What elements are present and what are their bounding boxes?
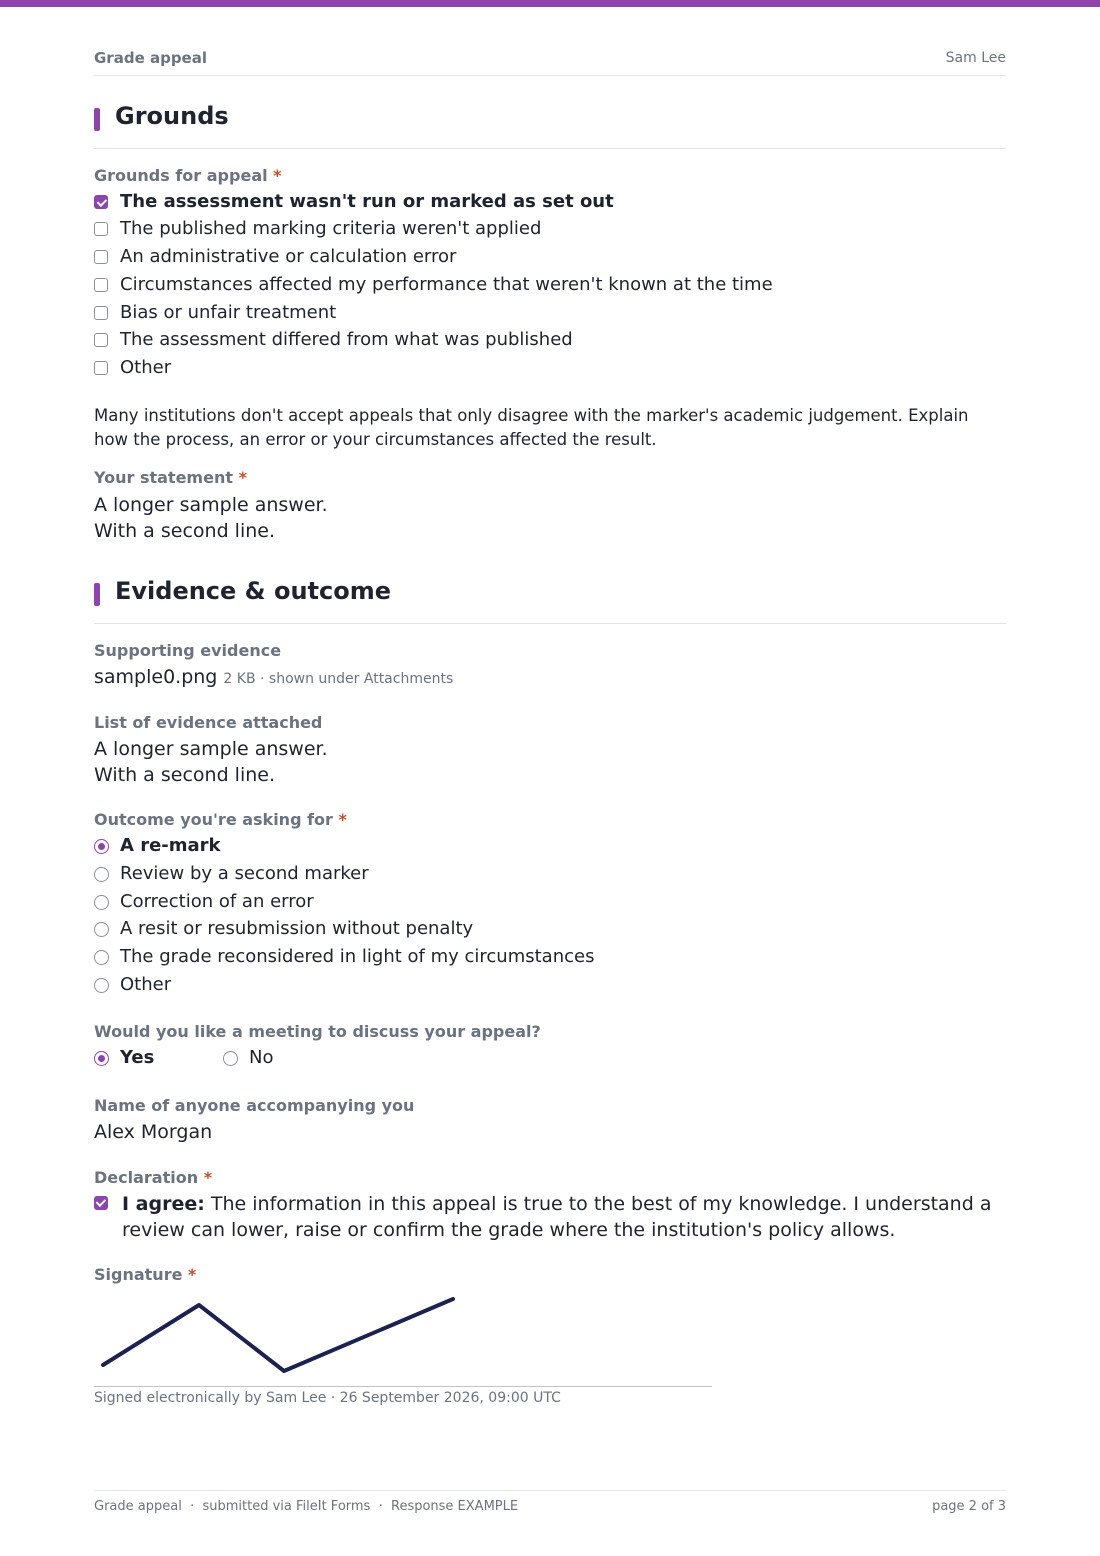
checkbox-icon[interactable] [94, 306, 108, 320]
required-marker: * [203, 1168, 213, 1187]
file-name[interactable]: sample0.png [94, 666, 218, 688]
checkbox-icon[interactable] [94, 278, 108, 292]
option-label: The assessment wasn't run or marked as set out [120, 191, 614, 212]
checkbox-icon[interactable] [94, 333, 108, 347]
page-number: page 2 of 3 [932, 1499, 1006, 1514]
option-label: The grade reconsidered in light of my circumstances [120, 946, 595, 967]
option-label: Correction of an error [120, 891, 314, 912]
declaration-body: The information in this appeal is true to the best of my knowledge. I understand a review can lower, raise or confirm the grade where the institution's policy allows. [122, 1193, 992, 1241]
page-footer [94, 1490, 1006, 1514]
section-accent-bar [94, 108, 100, 131]
section-accent-bar [94, 583, 100, 606]
checkbox-icon[interactable] [94, 222, 108, 236]
declaration-label: Declaration * [94, 1168, 213, 1187]
outcome-label: Outcome you're asking for * [94, 810, 347, 829]
option-label: An administrative or calculation error [120, 246, 457, 267]
accent-top-bar [0, 0, 1100, 7]
companion-label: Name of anyone accompanying you [94, 1096, 415, 1115]
required-marker: * [338, 810, 347, 829]
evidence-list-answer: A longer sample answer. With a second line. [94, 738, 328, 786]
signature-pad [94, 1292, 712, 1387]
signature-image [94, 1292, 712, 1386]
file-meta: 2 KB · shown under Attachments [223, 671, 454, 687]
running-header [94, 48, 1006, 76]
checkbox-checked-icon[interactable] [94, 195, 108, 209]
signature-caption: Signed electronically by Sam Lee · 26 September 2026, 09:00 UTC [94, 1390, 561, 1406]
option-label: The published marking criteria weren't applied [120, 218, 542, 239]
companion-answer: Alex Morgan [94, 1121, 213, 1143]
radio-icon[interactable] [94, 922, 109, 937]
option-label: No [249, 1047, 274, 1068]
checkbox-icon[interactable] [94, 361, 108, 375]
option-label: Other [120, 357, 172, 378]
radio-icon[interactable] [94, 950, 109, 965]
section-heading-evidence [94, 577, 1006, 624]
option-label: Review by a second marker [120, 863, 369, 884]
section-title: Evidence & outcome [115, 577, 391, 605]
option-label: Yes [120, 1047, 155, 1068]
footer-info: Grade appeal · submitted via FileIt Forms · Response EXAMPLE [94, 1499, 519, 1514]
grounds-label: Grounds for appeal * [94, 166, 282, 185]
declaration-text [122, 1191, 1006, 1243]
option-label: Bias or unfair treatment [120, 302, 337, 323]
option-label: The assessment differed from what was published [120, 329, 573, 350]
meeting-label: Would you like a meeting to discuss your appeal? [94, 1022, 541, 1041]
statement-label: Your statement * [94, 468, 247, 487]
option-label: Other [120, 974, 172, 995]
radio-icon[interactable] [94, 895, 109, 910]
attached-file[interactable] [94, 666, 453, 688]
checkbox-checked-icon[interactable] [94, 1196, 108, 1210]
radio-icon[interactable] [223, 1051, 238, 1066]
form-title: Grade appeal [94, 49, 207, 67]
section-title: Grounds [115, 102, 229, 130]
option-label: A resit or resubmission without penalty [120, 918, 474, 939]
signature-label: Signature * [94, 1265, 197, 1284]
required-marker: * [188, 1265, 197, 1284]
evidence-list-label: List of evidence attached [94, 713, 323, 732]
radio-icon[interactable] [94, 867, 109, 882]
radio-selected-icon[interactable] [94, 1051, 109, 1066]
supporting-evidence-label: Supporting evidence [94, 641, 282, 660]
required-marker: * [238, 468, 247, 487]
required-marker: * [273, 166, 282, 185]
option-label: A re-mark [120, 835, 221, 856]
section-heading-grounds [94, 102, 1006, 149]
option-label: Circumstances affected my performance that weren't known at the time [120, 274, 773, 295]
statement-answer: A longer sample answer. With a second line. [94, 494, 328, 542]
checkbox-icon[interactable] [94, 250, 108, 264]
declaration-lead: I agree: [122, 1193, 205, 1215]
radio-icon[interactable] [94, 978, 109, 993]
radio-selected-icon[interactable] [94, 839, 109, 854]
user-name: Sam Lee [945, 50, 1006, 66]
guidance-note: Many institutions don't accept appeals that only disagree with the marker's academic judgement. Explain how the process, an error or your circumstances affected the result. [94, 406, 969, 449]
